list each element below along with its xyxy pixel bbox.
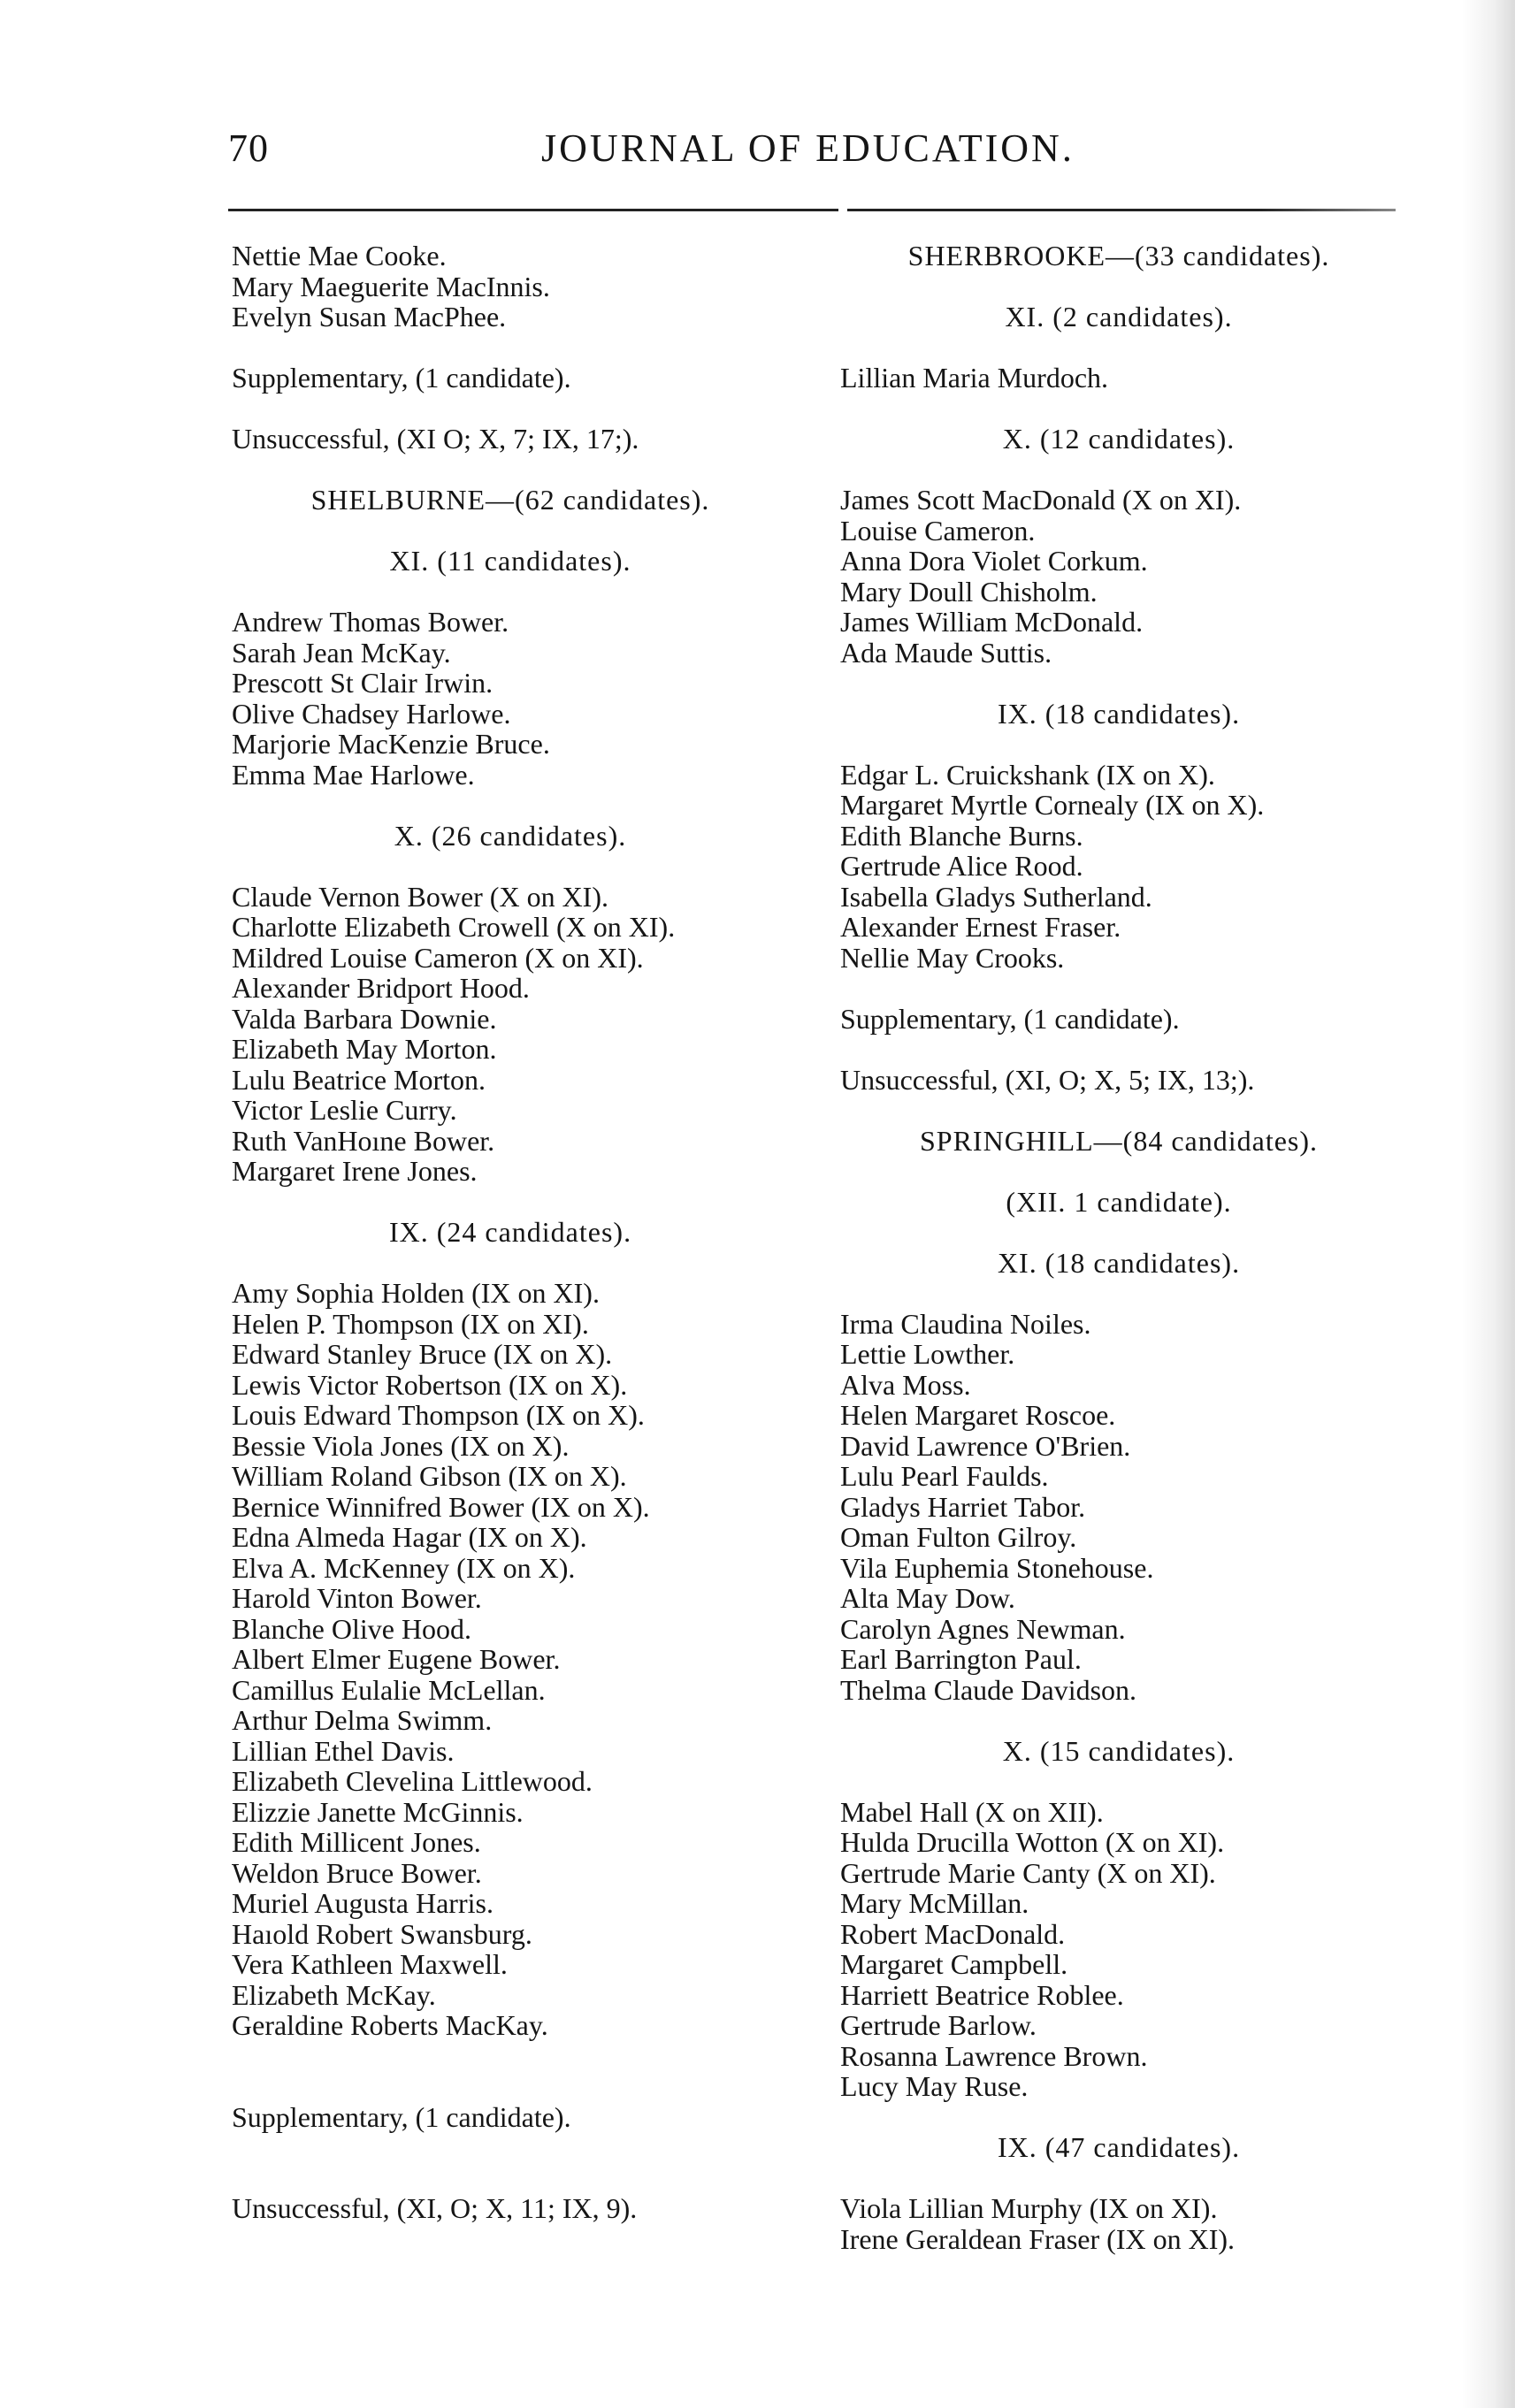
spacer	[840, 394, 1406, 424]
left-column	[232, 241, 815, 2224]
list-item: Alexander Ernest Fraser.	[840, 911, 1121, 943]
spacer	[840, 2102, 1406, 2133]
spacer	[232, 790, 815, 821]
section-heading: IX. (24 candidates).	[388, 1216, 632, 1248]
list-item: Oman Fulton Gilroy.	[840, 1521, 1077, 1553]
list-item: Supplementary, (1 candidate).	[232, 2100, 571, 2133]
spacer	[232, 455, 815, 485]
list-item: Ruth VanHoıne Bower.	[232, 1124, 495, 1157]
spacer	[232, 2041, 815, 2072]
list-item: Rosanna Lawrence Brown.	[840, 2039, 1148, 2072]
list-item: Louise Cameron.	[840, 514, 1036, 547]
section-heading: X. (15 candidates).	[1002, 1734, 1236, 1767]
list-item: Marjorie MacKenzie Bruce.	[232, 728, 550, 760]
spacer	[840, 1156, 1406, 1187]
list-item: Weldon Bruce Bower.	[232, 1856, 482, 1889]
list-item: Gertrude Marie Canty (X on XI).	[840, 1856, 1216, 1889]
list-item: Vila Euphemia Stonehouse.	[840, 1551, 1154, 1584]
list-item: Irene Geraldean Fraser (IX on XI).	[840, 2222, 1235, 2255]
list-item: Supplementary, (1 candidate).	[232, 362, 571, 394]
list-item: Helen P. Thompson (IX on XI).	[232, 1307, 589, 1340]
page-number: 70	[228, 126, 269, 170]
list-item: Elizzie Janette McGinnis.	[232, 1795, 524, 1828]
spacer	[232, 577, 815, 608]
list-item: Mabel Hall (X on XII).	[840, 1795, 1104, 1828]
list-item: Mary Maeguerite MacInnis.	[232, 270, 550, 302]
list-item: James William McDonald.	[840, 606, 1144, 638]
list-item: Elizabeth May Morton.	[232, 1033, 497, 1065]
spacer	[840, 1705, 1406, 1736]
journal-title: JOURNAL OF EDUCATION.	[541, 126, 1075, 170]
list-item: Earl Barrington Paul.	[840, 1643, 1082, 1675]
list-item: Alva Moss.	[840, 1368, 971, 1401]
list-item: Alta May Dow.	[840, 1582, 1015, 1614]
list-item: Gertrude Alice Rood.	[840, 850, 1083, 882]
list-item: Margaret Campbell.	[840, 1948, 1068, 1980]
spacer	[840, 455, 1406, 485]
list-item: Anna Dora Violet Corkum.	[840, 545, 1148, 577]
list-item: Louis Edward Thompson (IX on X).	[232, 1399, 645, 1431]
list-item: Thelma Claude Davidson.	[840, 1673, 1137, 1706]
list-item: Elizabeth Clevelina Littlewood.	[232, 1765, 593, 1797]
page-edge-shadow	[1462, 0, 1515, 2408]
spacer	[232, 394, 815, 424]
list-item: Bernice Winnifred Bower (IX on X).	[232, 1490, 650, 1523]
list-item: Margaret Myrtle Cornealy (IX on X).	[840, 789, 1265, 821]
spacer	[232, 2071, 815, 2102]
list-item: Mary McMillan.	[840, 1887, 1029, 1919]
spacer	[232, 851, 815, 882]
list-item: Amy Sophia Holden (IX on XI).	[232, 1277, 600, 1309]
section-heading: XI. (2 candidates).	[1005, 301, 1233, 333]
list-item: Unsuccessful, (XI, O; X, 5; IX, 13;).	[840, 1063, 1255, 1096]
spacer	[840, 333, 1406, 363]
spacer	[232, 1187, 815, 1218]
list-item: Robert MacDonald.	[840, 1917, 1066, 1950]
list-item: Elizabeth McKay.	[232, 1978, 436, 2011]
list-item: Margaret Irene Jones.	[232, 1155, 478, 1187]
list-item: Prescott St Clair Irwin.	[232, 667, 494, 699]
list-item: Lillian Ethel Davis.	[232, 1734, 455, 1767]
page-header	[0, 126, 1515, 179]
spacer	[840, 271, 1406, 302]
spacer	[840, 668, 1406, 699]
spacer	[840, 973, 1406, 1004]
spacer	[840, 1095, 1406, 1126]
list-item: Nettie Mae Cooke.	[232, 240, 447, 271]
list-item: Evelyn Susan MacPhee.	[232, 301, 507, 333]
list-item: Victor Leslie Curry.	[232, 1094, 457, 1126]
list-item: Lewis Victor Robertson (IX on X).	[232, 1368, 628, 1401]
list-item: Valda Barbara Downie.	[232, 1002, 497, 1035]
list-item: Sarah Jean McKay.	[232, 636, 451, 669]
list-item: Camillus Eulalie McLellan.	[232, 1673, 546, 1706]
list-item: Supplementary, (1 candidate).	[840, 1002, 1180, 1035]
list-item: Edgar L. Cruickshank (IX on X).	[840, 758, 1215, 791]
list-item: Hulda Drucilla Wotton (X on XI).	[840, 1826, 1225, 1858]
list-item: Mildred Louise Cameron (X on XI).	[232, 941, 644, 974]
section-heading: (XII. 1 candidate).	[1006, 1185, 1232, 1218]
section-heading: X. (26 candidates).	[394, 819, 627, 852]
header-rule-right	[847, 209, 1396, 211]
spacer	[840, 1217, 1406, 1248]
list-item: Nellie May Crooks.	[840, 941, 1065, 974]
list-item: David Lawrence O'Brien.	[840, 1429, 1131, 1462]
list-item: Claude Vernon Bower (X on XI).	[232, 880, 608, 913]
section-heading: IX. (18 candidates).	[997, 697, 1241, 730]
list-item: Muriel Augusta Harris.	[232, 1887, 494, 1919]
spacer	[840, 729, 1406, 760]
section-heading: IX. (47 candidates).	[997, 2131, 1241, 2163]
list-item: Blanche Olive Hood.	[232, 1612, 472, 1645]
spacer	[232, 2163, 815, 2194]
list-item: Gertrude Barlow.	[840, 2009, 1037, 2041]
list-item: Lillian Maria Murdoch.	[840, 362, 1109, 394]
list-item: Isabella Gladys Sutherland.	[840, 880, 1152, 913]
list-item: Gladys Harriet Tabor.	[840, 1490, 1086, 1523]
spacer	[840, 1766, 1406, 1797]
list-item: Edith Millicent Jones.	[232, 1826, 481, 1858]
list-item: Lulu Beatrice Morton.	[232, 1063, 486, 1096]
list-item: Lettie Lowther.	[840, 1338, 1015, 1370]
section-heading: SHELBURNE—(62 candidates).	[310, 484, 710, 516]
list-item: James Scott MacDonald (X on XI).	[840, 484, 1242, 516]
spacer	[840, 1278, 1406, 1309]
list-item: William Roland Gibson (IX on X).	[232, 1460, 627, 1492]
list-item: Harriett Beatrice Roblee.	[840, 1978, 1124, 2011]
list-item: Unsuccessful, (XI O; X, 7; IX, 17;).	[232, 423, 639, 455]
list-item: Irma Claudina Noiles.	[840, 1307, 1091, 1340]
header-rule-left	[228, 209, 838, 211]
list-item: Emma Mae Harlowe.	[232, 758, 475, 791]
list-item: Bessie Viola Jones (IX on X).	[232, 1429, 570, 1462]
list-item: Arthur Delma Swimm.	[232, 1704, 493, 1736]
section-heading: SPRINGHILL—(84 candidates).	[919, 1124, 1319, 1157]
spacer	[232, 1248, 815, 1279]
list-item: Albert Elmer Eugene Bower.	[232, 1643, 561, 1675]
spacer	[232, 516, 815, 547]
spacer	[840, 1034, 1406, 1065]
list-item: Mary Doull Chisholm.	[840, 575, 1098, 608]
list-item: Olive Chadsey Harlowe.	[232, 697, 511, 730]
list-item: Elva A. McKenney (IX on X).	[232, 1551, 576, 1584]
list-item: Unsuccessful, (XI, O; X, 11; IX, 9).	[232, 2192, 638, 2224]
list-item: Charlotte Elizabeth Crowell (X on XI).	[232, 911, 676, 943]
list-item: Geraldine Roberts MacKay.	[232, 2009, 548, 2041]
list-item: Lulu Pearl Faulds.	[840, 1460, 1049, 1492]
spacer	[232, 2132, 815, 2163]
list-item: Helen Margaret Roscoe.	[840, 1399, 1116, 1431]
section-heading: XI. (18 candidates).	[997, 1246, 1241, 1279]
list-item: Carolyn Agnes Newman.	[840, 1612, 1126, 1645]
list-item: Andrew Thomas Bower.	[232, 606, 509, 638]
spacer	[232, 333, 815, 363]
list-item: Vera Kathleen Maxwell.	[232, 1948, 508, 1980]
section-heading: X. (12 candidates).	[1002, 423, 1236, 455]
list-item: Harold Vinton Bower.	[232, 1582, 482, 1614]
list-item: Ada Maude Suttis.	[840, 636, 1052, 669]
section-heading: SHERBROOKE—(33 candidates).	[907, 240, 1330, 271]
spacer	[840, 2163, 1406, 2194]
list-item: Edward Stanley Bruce (IX on X).	[232, 1338, 613, 1370]
list-item: Edith Blanche Burns.	[840, 819, 1083, 852]
right-column	[840, 241, 1406, 2254]
list-item: Haıold Robert Swansburg.	[232, 1917, 532, 1950]
list-item: Viola Lillian Murphy (IX on XI).	[840, 2192, 1218, 2224]
list-item: Edna Almeda Hagar (IX on X).	[232, 1521, 587, 1553]
list-item: Lucy May Ruse.	[840, 2070, 1029, 2102]
list-item: Alexander Bridport Hood.	[232, 972, 530, 1004]
section-heading: XI. (11 candidates).	[389, 545, 631, 577]
